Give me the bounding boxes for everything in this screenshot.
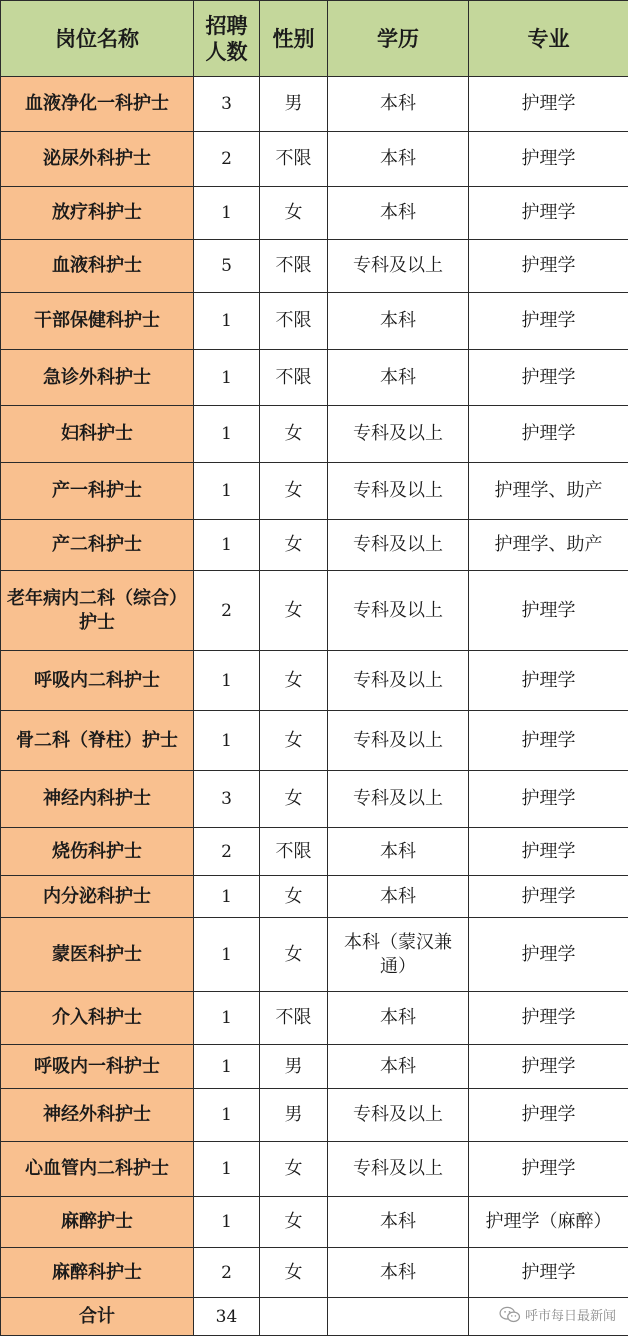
position-cell: 神经外科护士 xyxy=(1,1089,194,1142)
position-cell: 呼吸内二科护士 xyxy=(1,651,194,711)
major-cell: 护理学 xyxy=(469,77,628,132)
count-cell: 2 xyxy=(194,132,260,187)
table-row xyxy=(1,1197,628,1248)
table-row xyxy=(1,771,628,828)
education-cell: 本科 xyxy=(328,293,469,350)
gender-cell: 不限 xyxy=(260,992,328,1045)
gender-cell: 女 xyxy=(260,520,328,571)
watermark-text: 呼市每日最新闻 xyxy=(525,1305,616,1324)
major-cell: 护理学 xyxy=(469,918,628,992)
header-position: 岗位名称 xyxy=(1,1,194,77)
position-cell: 泌尿外科护士 xyxy=(1,132,194,187)
education-cell: 本科 xyxy=(328,1045,469,1089)
count-cell: 1 xyxy=(194,711,260,771)
position-cell: 神经内科护士 xyxy=(1,771,194,828)
education-cell: 专科及以上 xyxy=(328,406,469,463)
table-row xyxy=(1,463,628,520)
education-cell: 本科（蒙汉兼通） xyxy=(328,918,469,992)
header-count: 招聘人数 xyxy=(194,1,260,77)
major-cell: 护理学 xyxy=(469,350,628,406)
table-row xyxy=(1,406,628,463)
count-cell: 5 xyxy=(194,240,260,293)
major-cell: 护理学（麻醉） xyxy=(469,1197,628,1248)
position-cell: 放疗科护士 xyxy=(1,187,194,240)
header-major: 专业 xyxy=(469,1,628,77)
education-cell: 专科及以上 xyxy=(328,711,469,771)
position-cell: 产二科护士 xyxy=(1,520,194,571)
major-cell: 护理学 xyxy=(469,132,628,187)
gender-cell: 女 xyxy=(260,187,328,240)
position-cell: 心血管内二科护士 xyxy=(1,1142,194,1197)
count-cell: 1 xyxy=(194,876,260,918)
gender-cell: 男 xyxy=(260,77,328,132)
position-cell: 呼吸内一科护士 xyxy=(1,1045,194,1089)
position-cell: 血液净化一科护士 xyxy=(1,77,194,132)
position-cell: 麻醉科护士 xyxy=(1,1248,194,1298)
education-cell: 本科 xyxy=(328,77,469,132)
major-cell: 护理学 xyxy=(469,1142,628,1197)
major-cell: 护理学 xyxy=(469,1045,628,1089)
education-cell: 专科及以上 xyxy=(328,240,469,293)
gender-cell: 女 xyxy=(260,1197,328,1248)
major-cell: 护理学 xyxy=(469,240,628,293)
count-cell: 1 xyxy=(194,520,260,571)
count-cell: 3 xyxy=(194,77,260,132)
count-cell: 2 xyxy=(194,828,260,876)
total-empty-education xyxy=(328,1298,469,1336)
total-label: 合计 xyxy=(1,1298,194,1336)
education-cell: 专科及以上 xyxy=(328,1142,469,1197)
education-cell: 本科 xyxy=(328,992,469,1045)
count-cell: 1 xyxy=(194,187,260,240)
table-row xyxy=(1,187,628,240)
major-cell: 护理学 xyxy=(469,711,628,771)
wechat-icon xyxy=(499,1306,521,1324)
position-cell: 妇科护士 xyxy=(1,406,194,463)
table-row xyxy=(1,520,628,571)
table-row xyxy=(1,1142,628,1197)
gender-cell: 女 xyxy=(260,651,328,711)
gender-cell: 男 xyxy=(260,1045,328,1089)
position-cell: 烧伤科护士 xyxy=(1,828,194,876)
education-cell: 专科及以上 xyxy=(328,771,469,828)
count-cell: 1 xyxy=(194,1142,260,1197)
position-cell: 干部保健科护士 xyxy=(1,293,194,350)
major-cell: 护理学 xyxy=(469,571,628,651)
table-row xyxy=(1,918,628,992)
gender-cell: 不限 xyxy=(260,828,328,876)
count-cell: 1 xyxy=(194,651,260,711)
gender-cell: 女 xyxy=(260,918,328,992)
gender-cell: 不限 xyxy=(260,132,328,187)
table-row xyxy=(1,293,628,350)
position-cell: 麻醉护士 xyxy=(1,1197,194,1248)
header-row xyxy=(1,1,628,77)
education-cell: 专科及以上 xyxy=(328,463,469,520)
education-cell: 本科 xyxy=(328,187,469,240)
count-cell: 2 xyxy=(194,571,260,651)
gender-cell: 女 xyxy=(260,406,328,463)
table-row xyxy=(1,711,628,771)
major-cell: 护理学 xyxy=(469,771,628,828)
total-count: 34 xyxy=(194,1298,260,1336)
education-cell: 本科 xyxy=(328,350,469,406)
position-cell: 产一科护士 xyxy=(1,463,194,520)
table-row xyxy=(1,571,628,651)
major-cell: 护理学 xyxy=(469,1089,628,1142)
education-cell: 本科 xyxy=(328,828,469,876)
education-cell: 专科及以上 xyxy=(328,651,469,711)
table-row xyxy=(1,651,628,711)
total-empty-gender xyxy=(260,1298,328,1336)
major-cell: 护理学 xyxy=(469,992,628,1045)
gender-cell: 不限 xyxy=(260,350,328,406)
gender-cell: 男 xyxy=(260,1089,328,1142)
count-cell: 1 xyxy=(194,293,260,350)
gender-cell: 女 xyxy=(260,1142,328,1197)
major-cell: 护理学 xyxy=(469,876,628,918)
gender-cell: 女 xyxy=(260,876,328,918)
table-row xyxy=(1,350,628,406)
table-row xyxy=(1,992,628,1045)
table-row xyxy=(1,1045,628,1089)
position-cell: 骨二科（脊柱）护士 xyxy=(1,711,194,771)
count-cell: 1 xyxy=(194,1045,260,1089)
gender-cell: 女 xyxy=(260,771,328,828)
position-cell: 血液科护士 xyxy=(1,240,194,293)
count-cell: 1 xyxy=(194,918,260,992)
table-row xyxy=(1,1248,628,1298)
education-cell: 本科 xyxy=(328,1248,469,1298)
position-cell: 急诊外科护士 xyxy=(1,350,194,406)
gender-cell: 不限 xyxy=(260,293,328,350)
major-cell: 护理学 xyxy=(469,1248,628,1298)
gender-cell: 女 xyxy=(260,571,328,651)
count-cell: 1 xyxy=(194,992,260,1045)
gender-cell: 女 xyxy=(260,1248,328,1298)
position-cell: 介入科护士 xyxy=(1,992,194,1045)
education-cell: 本科 xyxy=(328,876,469,918)
header-gender: 性别 xyxy=(260,1,328,77)
major-cell: 护理学 xyxy=(469,406,628,463)
count-cell: 1 xyxy=(194,350,260,406)
gender-cell: 女 xyxy=(260,463,328,520)
count-cell: 1 xyxy=(194,1197,260,1248)
table-row xyxy=(1,876,628,918)
education-cell: 本科 xyxy=(328,1197,469,1248)
education-cell: 专科及以上 xyxy=(328,571,469,651)
table-row xyxy=(1,1089,628,1142)
position-cell: 蒙医科护士 xyxy=(1,918,194,992)
count-cell: 1 xyxy=(194,1089,260,1142)
count-cell: 1 xyxy=(194,463,260,520)
education-cell: 专科及以上 xyxy=(328,520,469,571)
count-cell: 1 xyxy=(194,406,260,463)
count-cell: 3 xyxy=(194,771,260,828)
table-row xyxy=(1,132,628,187)
major-cell: 护理学 xyxy=(469,187,628,240)
gender-cell: 女 xyxy=(260,711,328,771)
position-cell: 内分泌科护士 xyxy=(1,876,194,918)
major-cell: 护理学、助产 xyxy=(469,463,628,520)
table-row xyxy=(1,77,628,132)
gender-cell: 不限 xyxy=(260,240,328,293)
major-cell: 护理学、助产 xyxy=(469,520,628,571)
header-education: 学历 xyxy=(328,1,469,77)
education-cell: 专科及以上 xyxy=(328,1089,469,1142)
table-row xyxy=(1,828,628,876)
position-cell: 老年病内二科（综合）护士 xyxy=(1,571,194,651)
major-cell: 护理学 xyxy=(469,651,628,711)
major-cell: 护理学 xyxy=(469,828,628,876)
count-cell: 2 xyxy=(194,1248,260,1298)
education-cell: 本科 xyxy=(328,132,469,187)
major-cell: 护理学 xyxy=(469,293,628,350)
table-row xyxy=(1,240,628,293)
watermark xyxy=(499,1305,616,1324)
